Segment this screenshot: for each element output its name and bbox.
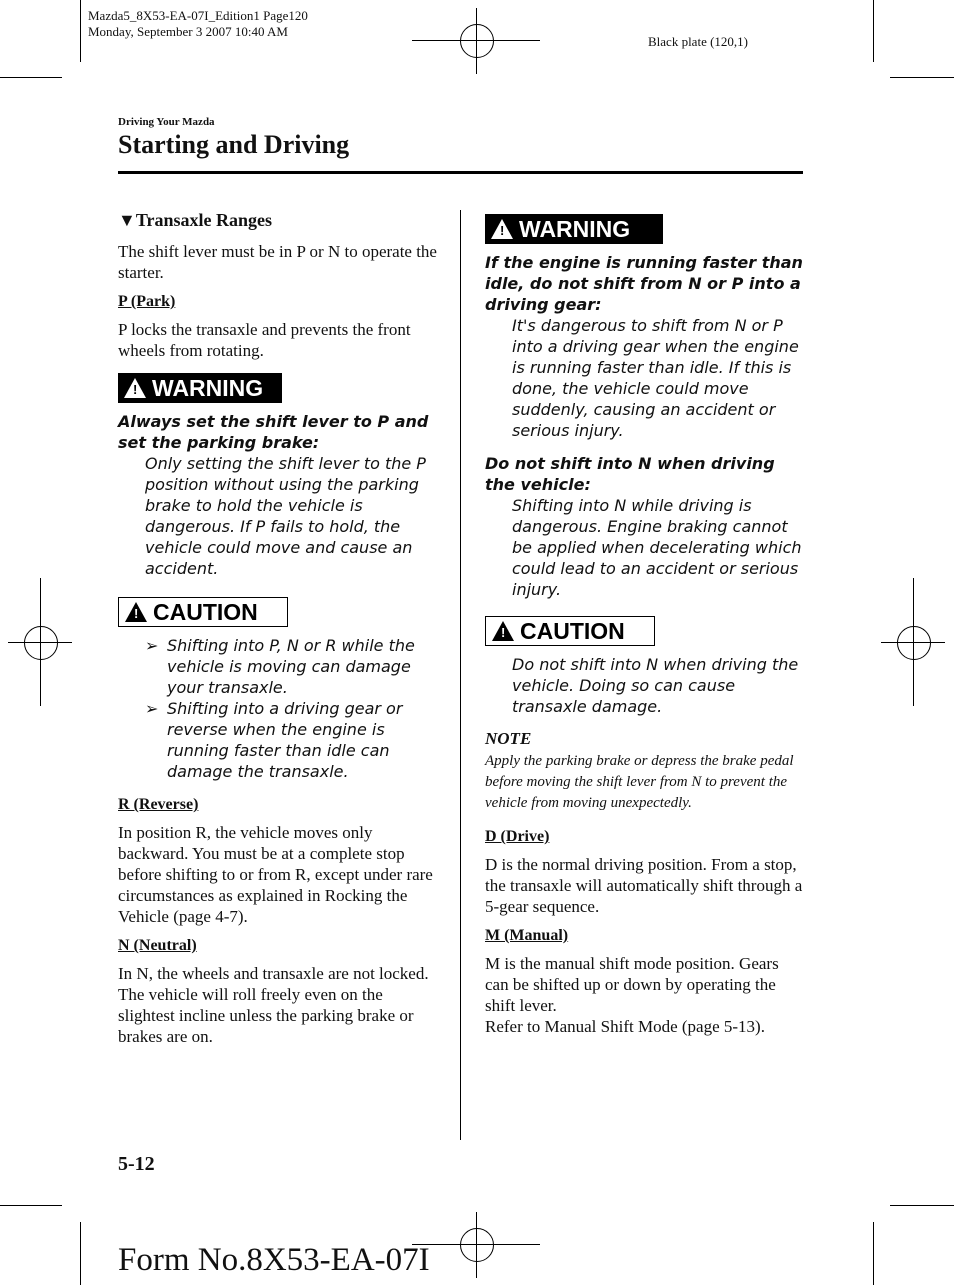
caution-icon: ! [492,621,514,641]
warning-label: WARNING [152,374,264,401]
warning-icon: ! [491,219,513,239]
drive-text: D is the normal driving position. From a stop, the transaxle will automatically shift through a 5-gear sequence. [485,855,803,916]
list-item: ➢ Shifting into P, N or R while the vehicle is moving can damage your transaxle. [145,636,415,697]
warning-icon: ! [124,378,146,398]
caution-text: Do not shift into N when driving the vehicle. Doing so can cause transaxle damage. [512,655,799,716]
warning-text: Only setting the shift lever to the P position without using the parking brake to hold the vehicle is dangerous. If P fails to hold, the vehicle could move and cause an accident. [145,454,426,578]
park-title: P (Park) [118,293,176,310]
caution-label: CAUTION [520,617,625,644]
registration-mark-left [24,626,58,660]
date-line: Monday, September 3 2007 10:40 AM [88,24,288,39]
left-column [118,210,438,1055]
drive-title: D (Drive) [485,828,550,845]
reverse-text: In position R, the vehicle moves only backward. You must be at a complete stop before shifting to or from R, except under rare circumstances as explained in Rocking the Vehicle (page 4-7). [118,823,433,926]
warning-bold-text: Do not shift into N when driving the vehicle: [485,454,775,494]
column-divider [460,210,461,1140]
intro-text: The shift lever must be in P or N to operate the starter. [118,242,437,282]
park-text: P locks the transaxle and prevents the front wheels from rotating. [118,320,411,360]
registration-mark-bottom [460,1228,494,1262]
section-label: Driving Your Mazda [118,116,215,128]
caution-icon: ! [125,602,147,622]
registration-mark-right [897,626,931,660]
warning-badge [118,373,282,403]
crop-mark [0,77,62,78]
caution-list [118,635,438,782]
caution-badge [118,597,288,627]
plate-label: Black plate (120,1) [648,34,748,49]
warning-bold-text: If the engine is running faster than idle, do not shift from N or P into a driving gear: [485,253,803,314]
registration-mark-top [460,24,494,58]
warning-text: It's dangerous to shift from N or P into a driving gear when the engine is running faster than idle. If this is done, the vehicle could move suddenly, causing an accident or serious injury. [512,316,799,440]
warning-label: WARNING [519,215,631,242]
note-text: Apply the parking brake or depress the brake pedal before moving the shift lever from N to prevent the vehicle from moving unexpectedly. [485,753,794,811]
caution-label: CAUTION [153,598,258,625]
crop-mark [80,0,81,62]
manual-reference: Refer to Manual Shift Mode (page 5-13). [485,1017,765,1036]
list-item: ➢ Shifting into a driving gear or reverse when the engine is running faster than idle can damage the transaxle. [145,699,403,781]
crop-mark [873,1222,874,1285]
warning-badge [485,214,663,244]
page-title: Starting and Driving [118,130,350,159]
crop-mark [890,77,954,78]
reverse-title: R (Reverse) [118,796,199,813]
neutral-title: N (Neutral) [118,937,197,954]
crop-mark [0,1205,62,1206]
arrow-bullet-icon: ➢ [145,699,159,718]
crop-mark [80,1222,81,1285]
manual-text: M is the manual shift mode position. Gears can be shifted up or down by operating the shift lever. [485,954,779,1015]
note-title: NOTE [485,729,532,748]
right-column [485,210,805,1045]
print-header [88,8,308,40]
manual-title: M (Manual) [485,927,569,944]
title-rule [118,171,803,174]
crop-mark [873,0,874,62]
caution-badge [485,616,655,646]
neutral-text: In N, the wheels and transaxle are not locked. The vehicle will roll freely even on the slightest incline unless the parking brake or brakes are on. [118,964,429,1046]
heading-marker-icon: ▼ [118,210,136,230]
form-number: Form No.8X53-EA-07I [118,1242,430,1278]
warning-bold-text: Always set the shift lever to P and set the parking brake: [118,412,429,452]
section-heading [118,210,438,231]
crop-mark [890,1205,954,1206]
page-number: 5-12 [118,1153,155,1175]
arrow-bullet-icon: ➢ [145,636,159,655]
heading-text: Transaxle Ranges [135,210,272,230]
warning-text: Shifting into N while driving is dangerous. Engine braking cannot be applied when decelerating which could lead to an accident or serious injury. [512,496,802,599]
file-line: Mazda5_8X53-EA-07I_Edition1 Page120 [88,8,308,23]
